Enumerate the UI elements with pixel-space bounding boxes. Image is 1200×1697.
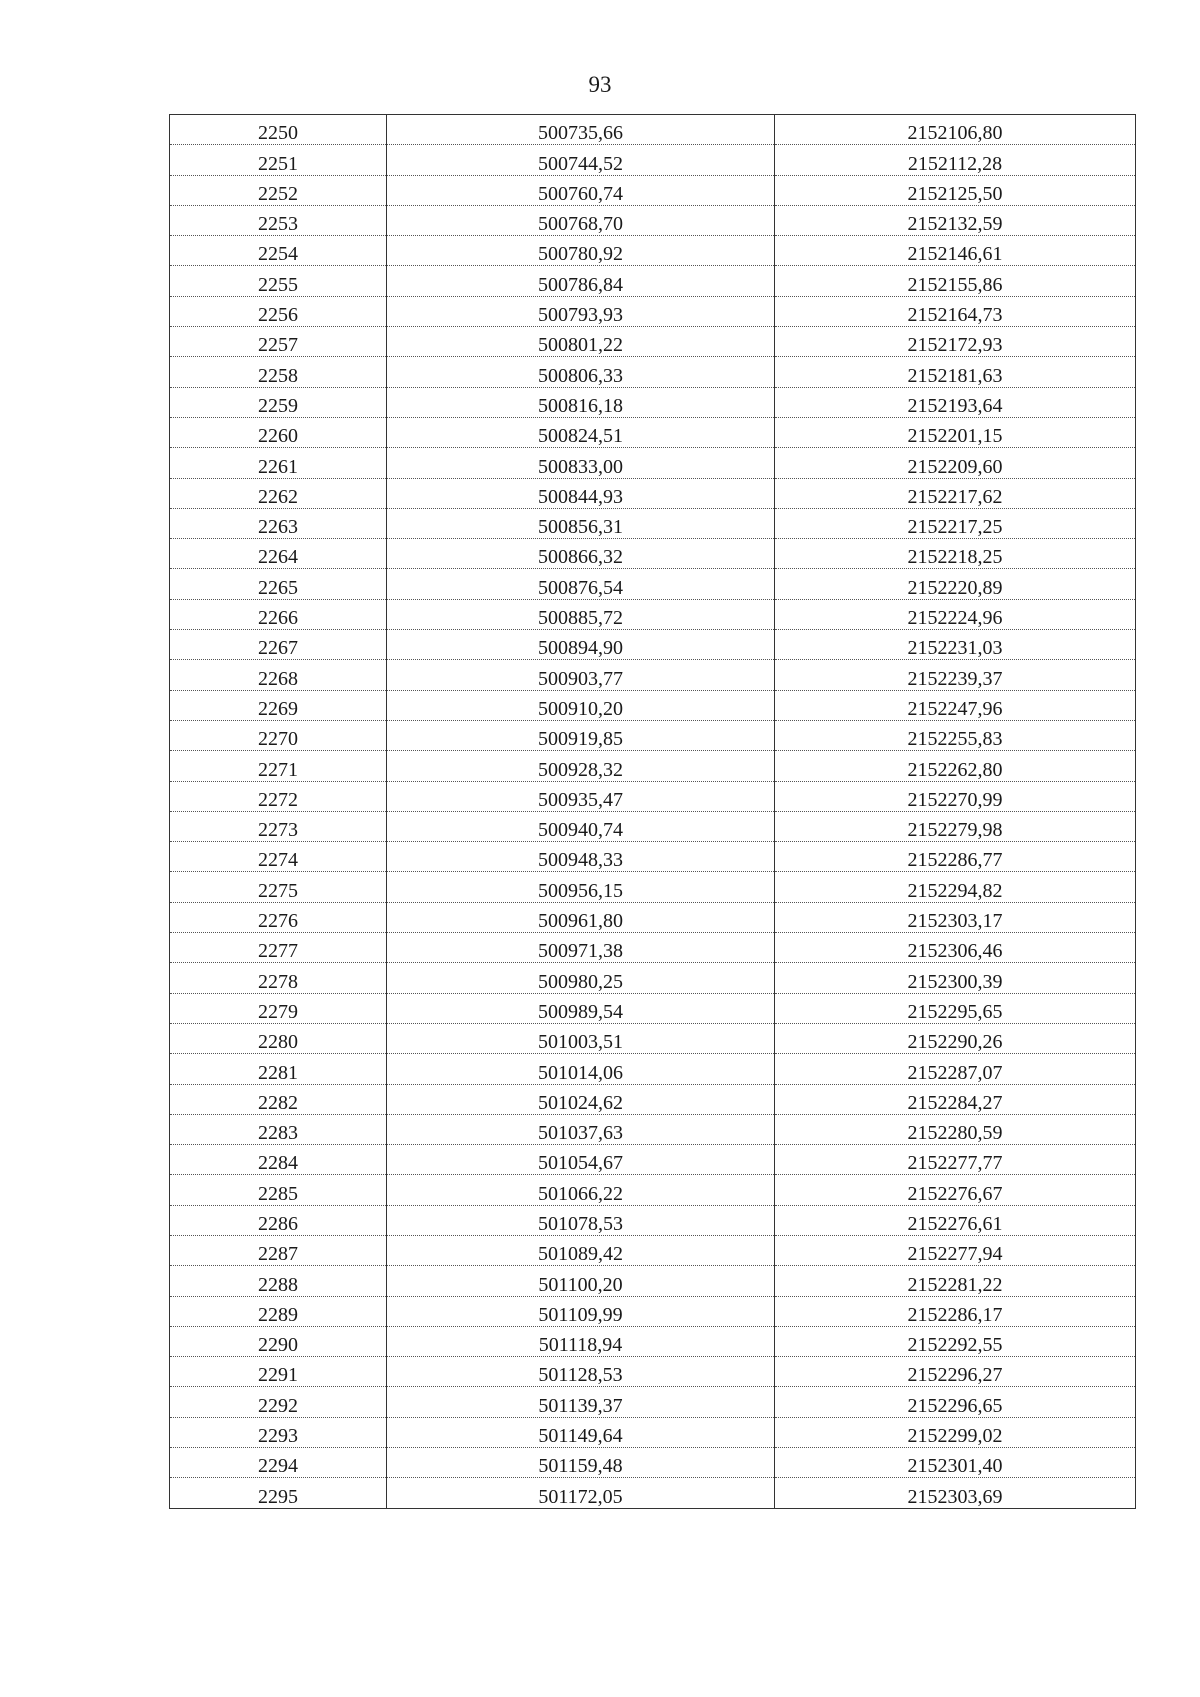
x-coordinate-cell: 501172,05 [387, 1478, 775, 1508]
point-number-cell: 2279 [170, 993, 387, 1023]
table-row [170, 417, 1136, 447]
x-coordinate-cell: 501037,63 [387, 1114, 775, 1144]
x-coordinate-cell: 500793,93 [387, 296, 775, 326]
y-coordinate-cell: 2152217,62 [775, 478, 1136, 508]
y-coordinate-cell: 2152125,50 [775, 175, 1136, 205]
y-coordinate-cell: 2152301,40 [775, 1448, 1136, 1478]
table-row [170, 1448, 1136, 1478]
point-number-cell: 2255 [170, 266, 387, 296]
point-number-cell: 2292 [170, 1387, 387, 1417]
point-number-cell: 2259 [170, 387, 387, 417]
y-coordinate-cell: 2152181,63 [775, 357, 1136, 387]
x-coordinate-cell: 500806,33 [387, 357, 775, 387]
y-coordinate-cell: 2152220,89 [775, 569, 1136, 599]
table-row [170, 1296, 1136, 1326]
x-coordinate-cell: 501128,53 [387, 1357, 775, 1387]
point-number-cell: 2290 [170, 1326, 387, 1356]
y-coordinate-cell: 2152172,93 [775, 327, 1136, 357]
x-coordinate-cell: 500735,66 [387, 115, 775, 145]
point-number-cell: 2295 [170, 1478, 387, 1508]
y-coordinate-cell: 2152299,02 [775, 1417, 1136, 1447]
y-coordinate-cell: 2152217,25 [775, 508, 1136, 538]
point-number-cell: 2252 [170, 175, 387, 205]
point-number-cell: 2271 [170, 751, 387, 781]
x-coordinate-cell: 500786,84 [387, 266, 775, 296]
y-coordinate-cell: 2152277,77 [775, 1145, 1136, 1175]
point-number-cell: 2265 [170, 569, 387, 599]
x-coordinate-cell: 500961,80 [387, 902, 775, 932]
y-coordinate-cell: 2152164,73 [775, 296, 1136, 326]
y-coordinate-cell: 2152247,96 [775, 690, 1136, 720]
point-number-cell: 2278 [170, 963, 387, 993]
y-coordinate-cell: 2152284,27 [775, 1084, 1136, 1114]
table-row [170, 145, 1136, 175]
table-row [170, 448, 1136, 478]
x-coordinate-cell: 500833,00 [387, 448, 775, 478]
x-coordinate-cell: 501118,94 [387, 1326, 775, 1356]
y-coordinate-cell: 2152270,99 [775, 781, 1136, 811]
table-row [170, 872, 1136, 902]
y-coordinate-cell: 2152132,59 [775, 205, 1136, 235]
table-row [170, 327, 1136, 357]
point-number-cell: 2281 [170, 1054, 387, 1084]
y-coordinate-cell: 2152209,60 [775, 448, 1136, 478]
y-coordinate-cell: 2152231,03 [775, 630, 1136, 660]
y-coordinate-cell: 2152294,82 [775, 872, 1136, 902]
x-coordinate-cell: 500780,92 [387, 236, 775, 266]
table-row [170, 1114, 1136, 1144]
x-coordinate-cell: 500910,20 [387, 690, 775, 720]
point-number-cell: 2264 [170, 539, 387, 569]
table-row [170, 115, 1136, 145]
x-coordinate-cell: 500935,47 [387, 781, 775, 811]
y-coordinate-cell: 2152112,28 [775, 145, 1136, 175]
y-coordinate-cell: 2152296,65 [775, 1387, 1136, 1417]
y-coordinate-cell: 2152281,22 [775, 1266, 1136, 1296]
y-coordinate-cell: 2152295,65 [775, 993, 1136, 1023]
table-row [170, 1326, 1136, 1356]
point-number-cell: 2277 [170, 933, 387, 963]
x-coordinate-cell: 500956,15 [387, 872, 775, 902]
point-number-cell: 2289 [170, 1296, 387, 1326]
point-number-cell: 2250 [170, 115, 387, 145]
y-coordinate-cell: 2152262,80 [775, 751, 1136, 781]
x-coordinate-cell: 501149,64 [387, 1417, 775, 1447]
point-number-cell: 2291 [170, 1357, 387, 1387]
y-coordinate-cell: 2152286,17 [775, 1296, 1136, 1326]
x-coordinate-cell: 501109,99 [387, 1296, 775, 1326]
table-row [170, 296, 1136, 326]
table-row [170, 1417, 1136, 1447]
x-coordinate-cell: 501100,20 [387, 1266, 775, 1296]
table-row [170, 1084, 1136, 1114]
table-row [170, 811, 1136, 841]
x-coordinate-cell: 500919,85 [387, 720, 775, 750]
point-number-cell: 2267 [170, 630, 387, 660]
table-row [170, 236, 1136, 266]
x-coordinate-cell: 501089,42 [387, 1235, 775, 1265]
table-row [170, 842, 1136, 872]
x-coordinate-cell: 501078,53 [387, 1205, 775, 1235]
table-row [170, 175, 1136, 205]
table-row [170, 539, 1136, 569]
point-number-cell: 2274 [170, 842, 387, 872]
point-number-cell: 2285 [170, 1175, 387, 1205]
x-coordinate-cell: 500760,74 [387, 175, 775, 205]
table-row [170, 599, 1136, 629]
x-coordinate-cell: 500866,32 [387, 539, 775, 569]
point-number-cell: 2261 [170, 448, 387, 478]
point-number-cell: 2287 [170, 1235, 387, 1265]
table-row [170, 690, 1136, 720]
point-number-cell: 2275 [170, 872, 387, 902]
y-coordinate-cell: 2152193,64 [775, 387, 1136, 417]
x-coordinate-cell: 500903,77 [387, 660, 775, 690]
table-row [170, 963, 1136, 993]
table-row [170, 1478, 1136, 1508]
table-row [170, 387, 1136, 417]
y-coordinate-cell: 2152303,17 [775, 902, 1136, 932]
y-coordinate-cell: 2152224,96 [775, 599, 1136, 629]
table-row [170, 751, 1136, 781]
point-number-cell: 2286 [170, 1205, 387, 1235]
x-coordinate-cell: 500856,31 [387, 508, 775, 538]
point-number-cell: 2280 [170, 1023, 387, 1053]
y-coordinate-cell: 2152276,61 [775, 1205, 1136, 1235]
table-row [170, 1145, 1136, 1175]
y-coordinate-cell: 2152303,69 [775, 1478, 1136, 1508]
y-coordinate-cell: 2152296,27 [775, 1357, 1136, 1387]
x-coordinate-cell: 500824,51 [387, 417, 775, 447]
point-number-cell: 2270 [170, 720, 387, 750]
y-coordinate-cell: 2152280,59 [775, 1114, 1136, 1144]
y-coordinate-cell: 2152277,94 [775, 1235, 1136, 1265]
point-number-cell: 2251 [170, 145, 387, 175]
y-coordinate-cell: 2152218,25 [775, 539, 1136, 569]
table-row [170, 902, 1136, 932]
point-number-cell: 2258 [170, 357, 387, 387]
x-coordinate-cell: 501003,51 [387, 1023, 775, 1053]
page-number: 93 [588, 72, 612, 97]
x-coordinate-cell: 500876,54 [387, 569, 775, 599]
y-coordinate-cell: 2152287,07 [775, 1054, 1136, 1084]
y-coordinate-cell: 2152286,77 [775, 842, 1136, 872]
point-number-cell: 2260 [170, 417, 387, 447]
y-coordinate-cell: 2152306,46 [775, 933, 1136, 963]
table-row [170, 1205, 1136, 1235]
y-coordinate-cell: 2152279,98 [775, 811, 1136, 841]
point-number-cell: 2276 [170, 902, 387, 932]
table-row [170, 993, 1136, 1023]
point-number-cell: 2257 [170, 327, 387, 357]
point-number-cell: 2293 [170, 1417, 387, 1447]
y-coordinate-cell: 2152292,55 [775, 1326, 1136, 1356]
point-number-cell: 2272 [170, 781, 387, 811]
table-row [170, 660, 1136, 690]
y-coordinate-cell: 2152201,15 [775, 417, 1136, 447]
point-number-cell: 2263 [170, 508, 387, 538]
table-row [170, 630, 1136, 660]
x-coordinate-cell: 500971,38 [387, 933, 775, 963]
x-coordinate-cell: 500744,52 [387, 145, 775, 175]
x-coordinate-cell: 500801,22 [387, 327, 775, 357]
table-row [170, 1175, 1136, 1205]
x-coordinate-cell: 501014,06 [387, 1054, 775, 1084]
y-coordinate-cell: 2152239,37 [775, 660, 1136, 690]
table-row [170, 1387, 1136, 1417]
table-row [170, 478, 1136, 508]
coordinates-table-body [170, 115, 1136, 1509]
table-row [170, 569, 1136, 599]
x-coordinate-cell: 500989,54 [387, 993, 775, 1023]
y-coordinate-cell: 2152290,26 [775, 1023, 1136, 1053]
point-number-cell: 2268 [170, 660, 387, 690]
table-row [170, 1357, 1136, 1387]
table-row [170, 933, 1136, 963]
x-coordinate-cell: 501066,22 [387, 1175, 775, 1205]
point-number-cell: 2283 [170, 1114, 387, 1144]
table-row [170, 781, 1136, 811]
x-coordinate-cell: 500844,93 [387, 478, 775, 508]
table-row [170, 266, 1136, 296]
table-row [170, 1235, 1136, 1265]
point-number-cell: 2294 [170, 1448, 387, 1478]
x-coordinate-cell: 500948,33 [387, 842, 775, 872]
table-row [170, 1266, 1136, 1296]
y-coordinate-cell: 2152155,86 [775, 266, 1136, 296]
y-coordinate-cell: 2152276,67 [775, 1175, 1136, 1205]
x-coordinate-cell: 501159,48 [387, 1448, 775, 1478]
point-number-cell: 2284 [170, 1145, 387, 1175]
point-number-cell: 2273 [170, 811, 387, 841]
point-number-cell: 2282 [170, 1084, 387, 1114]
y-coordinate-cell: 2152300,39 [775, 963, 1136, 993]
y-coordinate-cell: 2152146,61 [775, 236, 1136, 266]
x-coordinate-cell: 500885,72 [387, 599, 775, 629]
x-coordinate-cell: 500816,18 [387, 387, 775, 417]
point-number-cell: 2288 [170, 1266, 387, 1296]
table-row [170, 357, 1136, 387]
x-coordinate-cell: 501024,62 [387, 1084, 775, 1114]
x-coordinate-cell: 500928,32 [387, 751, 775, 781]
y-coordinate-cell: 2152255,83 [775, 720, 1136, 750]
x-coordinate-cell: 501139,37 [387, 1387, 775, 1417]
table-row [170, 205, 1136, 235]
x-coordinate-cell: 500768,70 [387, 205, 775, 235]
x-coordinate-cell: 500894,90 [387, 630, 775, 660]
table-row [170, 1023, 1136, 1053]
x-coordinate-cell: 500940,74 [387, 811, 775, 841]
x-coordinate-cell: 501054,67 [387, 1145, 775, 1175]
table-row [170, 508, 1136, 538]
point-number-cell: 2254 [170, 236, 387, 266]
table-row [170, 1054, 1136, 1084]
table-row [170, 720, 1136, 750]
x-coordinate-cell: 500980,25 [387, 963, 775, 993]
point-number-cell: 2253 [170, 205, 387, 235]
point-number-cell: 2262 [170, 478, 387, 508]
coordinates-table [169, 114, 1136, 1509]
point-number-cell: 2256 [170, 296, 387, 326]
point-number-cell: 2269 [170, 690, 387, 720]
point-number-cell: 2266 [170, 599, 387, 629]
y-coordinate-cell: 2152106,80 [775, 115, 1136, 145]
